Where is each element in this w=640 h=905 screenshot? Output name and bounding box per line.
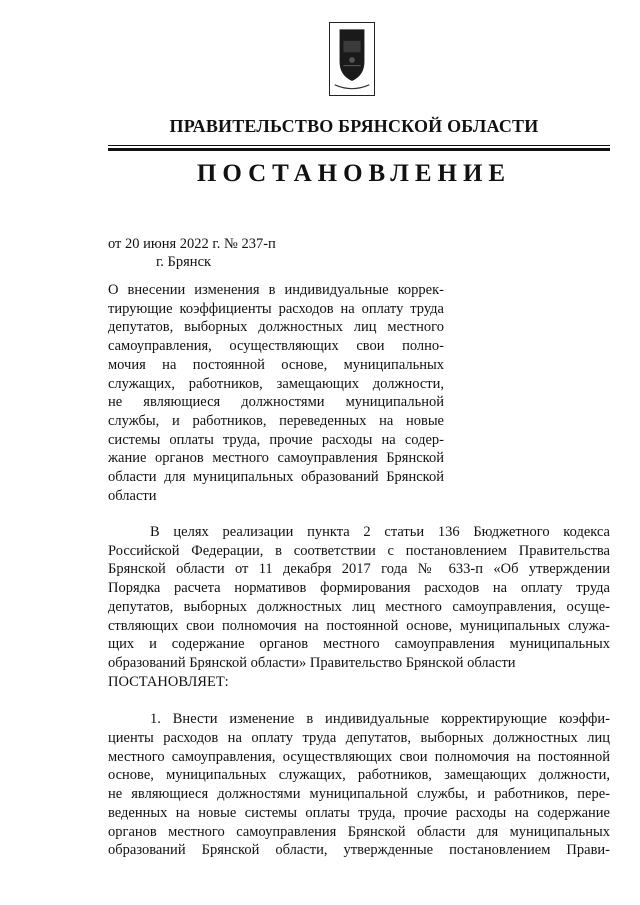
body-line: органов местного самоуправления Брянской области для муниципальных bbox=[108, 823, 610, 840]
subject-line: системы оплаты труда, прочие расходы на содер- bbox=[108, 431, 444, 448]
body-line: Российской Федерации, в соответствии с постановлением Правительства bbox=[108, 542, 610, 559]
header-divider-thick bbox=[108, 148, 610, 151]
body-line: Брянской области от 11 декабря 2017 года № 633-п «Об утверждении bbox=[108, 561, 610, 578]
body-line: образований Брянской области» Правительство Брянской области bbox=[108, 654, 516, 671]
body-line: веденных на новые системы оплаты труда, прочие расходы на содержание bbox=[108, 804, 610, 821]
header-divider-thin bbox=[108, 145, 610, 146]
document-meta bbox=[108, 235, 276, 271]
body-line: ствляющих свои полномочия на постоянной основе, муниципальных служа- bbox=[108, 617, 610, 634]
body-line: щих и содержание органов местного самоуправления муниципальных bbox=[108, 636, 610, 653]
body-line: не являющиеся должностями муниципальной службы, и работников, пере- bbox=[108, 786, 610, 803]
body-line: Порядка расчета нормативов формирования расходов на оплату труда bbox=[108, 580, 610, 597]
body-line: образований Брянской области, утвержденные постановлением Прави- bbox=[108, 842, 610, 859]
date-number: от 20 июня 2022 г. № 237-п bbox=[108, 236, 276, 252]
body-line: депутатов, выборных должностных лиц местного самоуправления, осуще- bbox=[108, 598, 610, 615]
subject-line: депутатов, выборных должностных лиц местного bbox=[108, 319, 444, 336]
body-line: основе, муниципальных служащих, работников, замещающих должности, bbox=[108, 767, 610, 784]
subject-line: области bbox=[108, 487, 157, 504]
resolution-keyword: ПОСТАНОВЛЯЕТ: bbox=[108, 673, 229, 690]
subject-line: области для муниципальных образований Брянской bbox=[108, 469, 444, 486]
body-line: В целях реализации пункта 2 статьи 136 Бюджетного кодекса bbox=[150, 524, 610, 540]
subject-line: О внесении изменения в индивидуальные коррек- bbox=[108, 282, 444, 298]
document-subject bbox=[108, 281, 444, 505]
subject-line: тирующие коэффициенты расходов на оплату труда bbox=[108, 300, 444, 317]
subject-line: не являющиеся должностями муниципальной bbox=[108, 394, 444, 411]
city: г. Брянск bbox=[156, 254, 212, 270]
subject-line: мочия на постоянной основе, муниципальных bbox=[108, 356, 444, 373]
government-title: ПРАВИТЕЛЬСТВО БРЯНСКОЙ ОБЛАСТИ bbox=[169, 116, 539, 136]
body-line: циенты расходов на оплату труда депутатов, выборных должностных лиц bbox=[108, 730, 610, 747]
subject-line: самоуправления, осуществляющих свои полно- bbox=[108, 338, 444, 355]
body-line: 1. Внести изменение в индивидуальные корректирующие коэффи- bbox=[150, 711, 610, 728]
subject-line: жание органов местного самоуправления Брянской bbox=[108, 450, 444, 467]
document-body bbox=[108, 523, 610, 860]
body-line: местного самоуправления, осуществляющих свои полномочия на постоянной bbox=[108, 748, 610, 765]
paragraph-preamble bbox=[108, 523, 610, 691]
paragraph-item-1 bbox=[108, 710, 610, 860]
coat-of-arms-icon bbox=[329, 22, 375, 96]
document-type-heading: ПОСТАНОВЛЕНИЕ bbox=[196, 160, 512, 187]
subject-line: службы, и работников, переведенных на новые bbox=[108, 412, 444, 429]
subject-line: служащих, работников, замещающих должности, bbox=[108, 375, 444, 392]
